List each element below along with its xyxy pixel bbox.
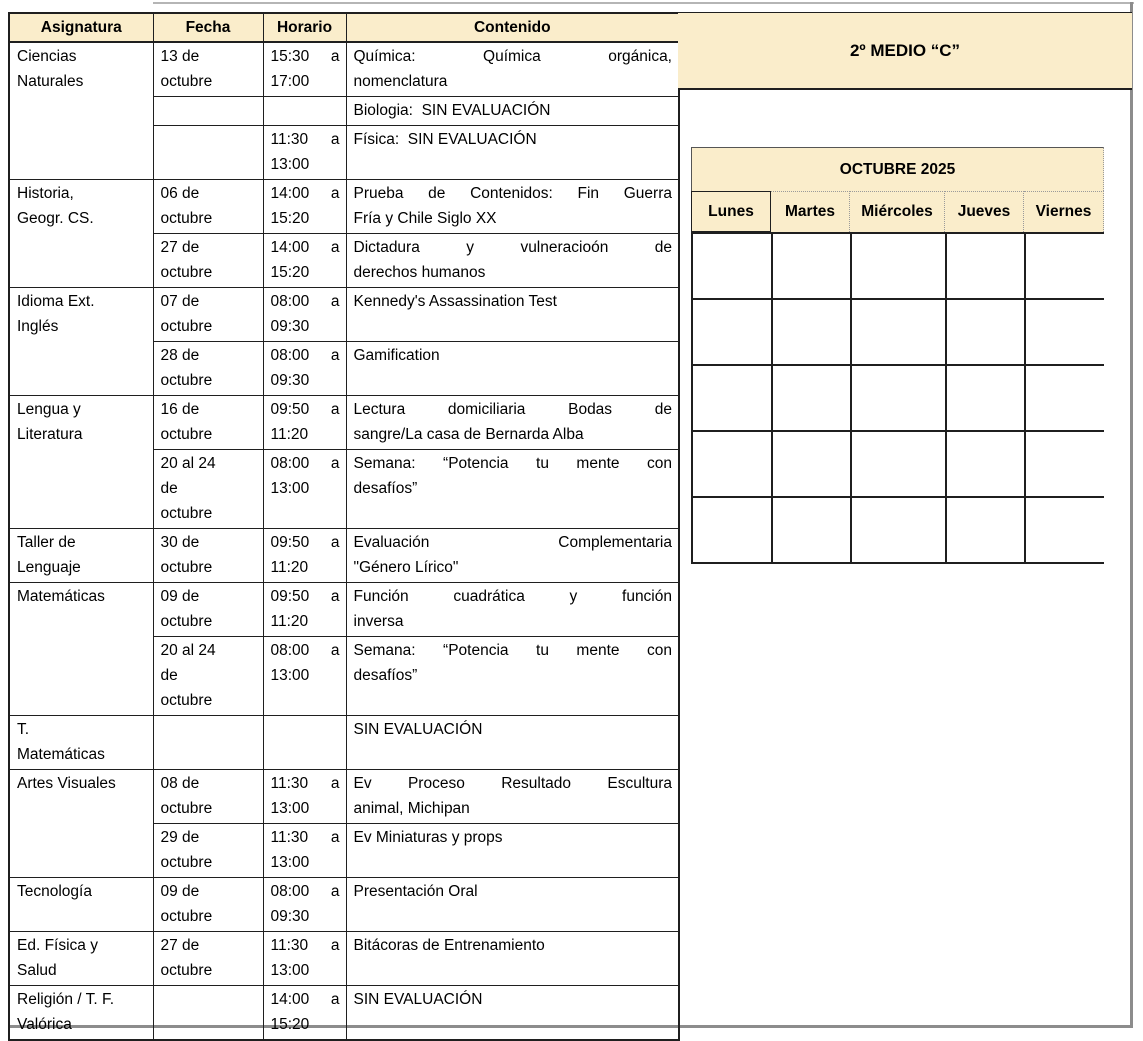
calendar-cell xyxy=(691,298,771,364)
subject-cell: Tecnología xyxy=(9,878,153,932)
calendar-day-header: Jueves xyxy=(945,191,1024,232)
horario-cell: 08:00 a 09:30 xyxy=(263,288,346,342)
fecha-cell xyxy=(153,986,263,1041)
horario-cell xyxy=(263,716,346,770)
horario-cell: 08:00 a 09:30 xyxy=(263,878,346,932)
calendar-cell xyxy=(1024,232,1104,298)
subject-cell: Religión / T. F. Valórica xyxy=(9,986,153,1041)
table-row xyxy=(9,986,679,1041)
calendar-cell xyxy=(945,298,1024,364)
class-title: 2º MEDIO “C” xyxy=(849,40,961,60)
contenido-cell: Química: Química orgánica, nomenclatura xyxy=(346,42,679,97)
contenido-cell: Dictadura y vulneracioón de derechos humanos xyxy=(346,234,679,288)
horario-cell: 11:30 a 13:00 xyxy=(263,770,346,824)
calendar-day-header: Martes xyxy=(771,191,850,232)
table-row xyxy=(9,716,679,770)
calendar-cell xyxy=(1024,298,1104,364)
fecha-cell: 06 de octubre xyxy=(153,180,263,234)
fecha-cell: 27 de octubre xyxy=(153,234,263,288)
calendar-cell xyxy=(691,496,771,562)
fecha-cell: 07 de octubre xyxy=(153,288,263,342)
fecha-cell xyxy=(153,126,263,180)
month-calendar xyxy=(691,147,1104,564)
horario-cell: 09:50 a 11:20 xyxy=(263,583,346,637)
contenido-cell: Bitácoras de Entrenamiento xyxy=(346,932,679,986)
calendar-cell xyxy=(850,496,945,562)
contenido-cell: Función cuadrática y función inversa xyxy=(346,583,679,637)
fecha-cell: 29 de octubre xyxy=(153,824,263,878)
subject-cell: Historia, Geogr. CS. xyxy=(9,180,153,288)
table-row xyxy=(9,529,679,583)
calendar-cell xyxy=(850,364,945,430)
subject-cell: Idioma Ext. Inglés xyxy=(9,288,153,396)
contenido-cell: Semana: “Potencia tu mente con desafíos” xyxy=(346,450,679,529)
horario-cell: 14:00 a 15:20 xyxy=(263,180,346,234)
fecha-cell: 09 de octubre xyxy=(153,583,263,637)
calendar-cell xyxy=(850,430,945,496)
horario-cell: 08:00 a 09:30 xyxy=(263,342,346,396)
calendar-cell xyxy=(691,430,771,496)
calendar-cell xyxy=(945,430,1024,496)
horario-cell: 11:30 a 13:00 xyxy=(263,824,346,878)
contenido-cell: Física: SIN EVALUACIÓN xyxy=(346,126,679,180)
horario-cell: 08:00 a 13:00 xyxy=(263,637,346,716)
contenido-cell: Biologia: SIN EVALUACIÓN xyxy=(346,97,679,126)
subject-cell: T. Matemáticas xyxy=(9,716,153,770)
contenido-cell: Ev Proceso Resultado Escultura animal, Michipan xyxy=(346,770,679,824)
contenido-cell: Ev Miniaturas y props xyxy=(346,824,679,878)
col-header-fecha: Fecha xyxy=(153,13,263,42)
calendar-day-header-row xyxy=(691,191,1104,232)
page-border-right xyxy=(1130,2,1133,1028)
horario-cell: 09:50 a 11:20 xyxy=(263,529,346,583)
calendar-cell xyxy=(691,364,771,430)
fecha-cell: 13 de octubre xyxy=(153,42,263,97)
horario-cell: 08:00 a 13:00 xyxy=(263,450,346,529)
calendar-day-header: Miércoles xyxy=(850,191,945,232)
fecha-cell: 09 de octubre xyxy=(153,878,263,932)
subject-cell: Ed. Física y Salud xyxy=(9,932,153,986)
calendar-day-header: Viernes xyxy=(1024,191,1104,232)
calendar-cell xyxy=(771,298,850,364)
fecha-cell xyxy=(153,716,263,770)
horario-cell: 11:30 a 13:00 xyxy=(263,126,346,180)
contenido-cell: Presentación Oral xyxy=(346,878,679,932)
calendar-cell xyxy=(771,364,850,430)
subject-cell: Lengua y Literatura xyxy=(9,396,153,529)
calendar-cell xyxy=(771,232,850,298)
subject-cell: Ciencias Naturales xyxy=(9,42,153,180)
contenido-cell: Kennedy's Assassination Test xyxy=(346,288,679,342)
horario-cell: 09:50 a 11:20 xyxy=(263,396,346,450)
subject-cell: Artes Visuales xyxy=(9,770,153,878)
page-border-top xyxy=(153,2,1134,4)
calendar-cell xyxy=(850,298,945,364)
horario-cell: 14:00 a 15:20 xyxy=(263,234,346,288)
fecha-cell: 20 al 24 de octubre xyxy=(153,637,263,716)
calendar-day-header: Lunes xyxy=(691,191,771,232)
fecha-cell: 28 de octubre xyxy=(153,342,263,396)
calendar-cell xyxy=(945,496,1024,562)
table-row xyxy=(9,878,679,932)
contenido-cell: Lectura domiciliaria Bodas de sangre/La casa de Bernarda Alba xyxy=(346,396,679,450)
contenido-cell: Gamification xyxy=(346,342,679,396)
col-header-asignatura: Asignatura xyxy=(9,13,153,42)
contenido-cell: Prueba de Contenidos: Fin Guerra Fría y Chile Siglo XX xyxy=(346,180,679,234)
calendar-cell xyxy=(1024,496,1104,562)
calendar-cell xyxy=(691,232,771,298)
evaluation-schedule-table xyxy=(8,12,680,1041)
calendar-cell xyxy=(945,232,1024,298)
calendar-cell xyxy=(771,430,850,496)
calendar-month-title: OCTUBRE 2025 xyxy=(691,147,1104,191)
horario-cell: 11:30 a 13:00 xyxy=(263,932,346,986)
subject-cell: Matemáticas xyxy=(9,583,153,716)
calendar-cell xyxy=(1024,364,1104,430)
table-row xyxy=(9,932,679,986)
horario-cell: 15:30 a 17:00 xyxy=(263,42,346,97)
horario-cell xyxy=(263,97,346,126)
table-row xyxy=(9,42,679,97)
contenido-cell: Semana: “Potencia tu mente con desafíos” xyxy=(346,637,679,716)
contenido-cell: SIN EVALUACIÓN xyxy=(346,716,679,770)
contenido-cell: Evaluación Complementaria "Género Lírico" xyxy=(346,529,679,583)
calendar-cell xyxy=(1024,430,1104,496)
table-header-row xyxy=(9,13,679,42)
fecha-cell: 08 de octubre xyxy=(153,770,263,824)
table-row xyxy=(9,180,679,234)
fecha-cell xyxy=(153,97,263,126)
table-row xyxy=(9,288,679,342)
fecha-cell: 20 al 24 de octubre xyxy=(153,450,263,529)
table-row xyxy=(9,396,679,450)
table-row xyxy=(9,583,679,637)
class-title-banner xyxy=(678,12,1132,90)
calendar-cell xyxy=(850,232,945,298)
fecha-cell: 27 de octubre xyxy=(153,932,263,986)
table-row xyxy=(9,770,679,824)
calendar-grid xyxy=(691,232,1104,564)
horario-cell: 14:00 a 15:20 xyxy=(263,986,346,1041)
contenido-cell: SIN EVALUACIÓN xyxy=(346,986,679,1041)
subject-cell: Taller de Lenguaje xyxy=(9,529,153,583)
col-header-horario: Horario xyxy=(263,13,346,42)
fecha-cell: 16 de octubre xyxy=(153,396,263,450)
col-header-contenido: Contenido xyxy=(346,13,679,42)
calendar-cell xyxy=(945,364,1024,430)
calendar-cell xyxy=(771,496,850,562)
fecha-cell: 30 de octubre xyxy=(153,529,263,583)
